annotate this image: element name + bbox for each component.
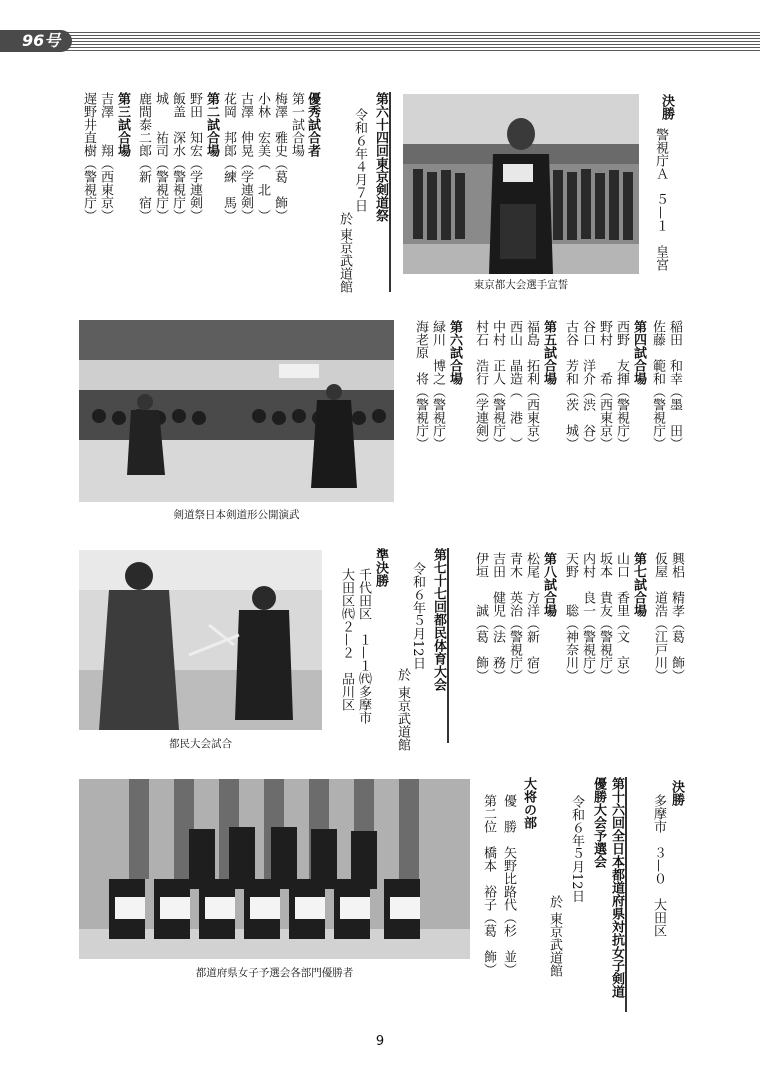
title-rule	[625, 777, 627, 1012]
women-title-2: 優勝大会予選会	[591, 777, 606, 868]
venue-at: 於	[337, 212, 352, 225]
header-stripes	[0, 30, 760, 52]
list-item: 天野 聡（神奈川）	[563, 552, 578, 682]
list-item: 第八試合場	[541, 552, 556, 617]
festival-venue: 東京武道館	[337, 228, 352, 293]
title-rule	[389, 92, 391, 292]
final-team-a: 警視庁Ａ	[653, 128, 668, 180]
list-item: 野田 知宏（学連剣）	[187, 92, 202, 222]
list-item: 伊垣 誠（葛 飾）	[473, 552, 488, 682]
list-item: 城 祐司（警視庁）	[153, 92, 168, 222]
list-item: 吉田 健児（法 務）	[490, 552, 505, 682]
list-item: 第四試合場	[631, 320, 646, 385]
list-item: 第六試合場	[447, 320, 462, 385]
list-item: 第三試合場	[115, 92, 130, 157]
page-number: 9	[375, 1034, 385, 1049]
caption-tomin-match: 都民大会試合	[169, 738, 232, 750]
list-item: 梅澤 雅史（葛 飾）	[272, 92, 287, 222]
final-heading-2: 決勝	[669, 780, 684, 806]
list-item: 第一試合場	[289, 92, 304, 157]
semifinal-heading: 準決勝	[373, 548, 388, 587]
list-item: 稲田 和幸（墨 田）	[667, 320, 682, 450]
list-item: 谷口 洋介（渋 谷）	[580, 320, 595, 450]
list-item: 吉澤 翔（西東京）	[98, 92, 113, 222]
festival-title: 第六十四回東京剣道祭	[373, 92, 388, 222]
division-winner: 優 勝 矢野比路代（杉 並）	[501, 794, 516, 976]
caption-kata-demo: 剣道祭日本剣道形公開演武	[173, 509, 300, 521]
festival-date: 令和６年４月７日	[352, 108, 367, 212]
tomin-date: 令和６年５月12日	[410, 562, 425, 670]
women-title-1: 第十六回全日本都道府県対抗女子剣道	[609, 777, 624, 998]
list-item: 坂本 貴友（警視庁）	[597, 552, 612, 682]
list-item: 松尾 方洋（新 宿）	[524, 552, 539, 682]
tomin-title: 第七十七回都民体育大会	[431, 548, 446, 691]
list-item: 興梠 精孝（葛 飾）	[669, 552, 684, 682]
venue-at: 於	[547, 895, 562, 908]
list-item: 山口 香里（文 京）	[614, 552, 629, 682]
issue-number: 96号	[22, 31, 61, 50]
caption-women-winners: 都道府県女子予選会各部門優勝者	[195, 967, 354, 979]
page-header	[0, 30, 760, 52]
final-score: ５—１	[653, 193, 668, 232]
list-item: 西野 友揮（警視庁）	[614, 320, 629, 450]
list-item: 第二試合場	[204, 92, 219, 157]
division-heading: 大将の部	[521, 777, 536, 829]
list-item: 花岡 邦郎（練 馬）	[221, 92, 236, 222]
list-item: 西山 晶造（ 港 ）	[507, 320, 522, 450]
list-item: 鹿間泰二郎（新 宿）	[136, 92, 151, 222]
final-result-2	[650, 794, 666, 964]
women-venue: 東京武道館	[547, 912, 562, 977]
tomin-venue: 東京武道館	[395, 686, 410, 751]
list-item: 古谷 芳和（茨 城）	[563, 320, 578, 450]
list-item: 遅野井直樹（警視庁）	[81, 92, 96, 222]
final-team-b: 皇宮	[653, 245, 668, 271]
photo-women-winners	[79, 779, 470, 959]
list-item: 野村 希（西東京）	[597, 320, 612, 450]
venue-at: 於	[395, 668, 410, 681]
final-team-b: 大田区	[651, 898, 666, 937]
list-item: 第五試合場	[541, 320, 556, 385]
list-item: 海老原 将（警視庁）	[413, 320, 428, 450]
list-item: 古澤 伸晃（学連剣）	[238, 92, 253, 222]
caption-oath: 東京都大会選手宣誓	[473, 279, 569, 291]
photo-tomin-match	[79, 550, 322, 730]
list-item: 村石 浩行（学連剣）	[473, 320, 488, 450]
final-heading: 決勝	[659, 94, 674, 120]
list-item: 緑川 博之（警視庁）	[430, 320, 445, 450]
list-item: 第七試合場	[631, 552, 646, 617]
final-result	[652, 128, 668, 288]
award-heading: 優秀試合者	[305, 92, 320, 157]
division-runner-up: 第二位 橋本 裕子（葛 飾）	[481, 794, 496, 976]
list-item: 中村 正人（警視庁）	[490, 320, 505, 450]
list-item: 内村 良一（警視庁）	[580, 552, 595, 682]
list-item: 青木 英治（警視庁）	[507, 552, 522, 682]
list-item: 福島 拓利（西東京）	[524, 320, 539, 450]
list-item: 飯盖 深水（警視庁）	[170, 92, 185, 222]
list-item: 仮屋 道浩（江戸川）	[652, 552, 667, 682]
list-item: 小林 宏美（ 北 ）	[255, 92, 270, 222]
final-team-a: 多摩市	[651, 794, 666, 833]
list-item: 佐藤 範和（警視庁）	[650, 320, 665, 450]
final-score: ３—０	[651, 846, 666, 885]
photo-kata-demo	[79, 320, 394, 502]
semifinal-1: 千代田区 １—１㈹多摩市	[356, 568, 371, 724]
photo-oath	[403, 94, 639, 274]
women-date: 令和６年５月12日	[569, 795, 584, 903]
semifinal-2: 大田区㈹２—２ 品川区	[339, 568, 354, 711]
title-rule	[447, 548, 449, 743]
